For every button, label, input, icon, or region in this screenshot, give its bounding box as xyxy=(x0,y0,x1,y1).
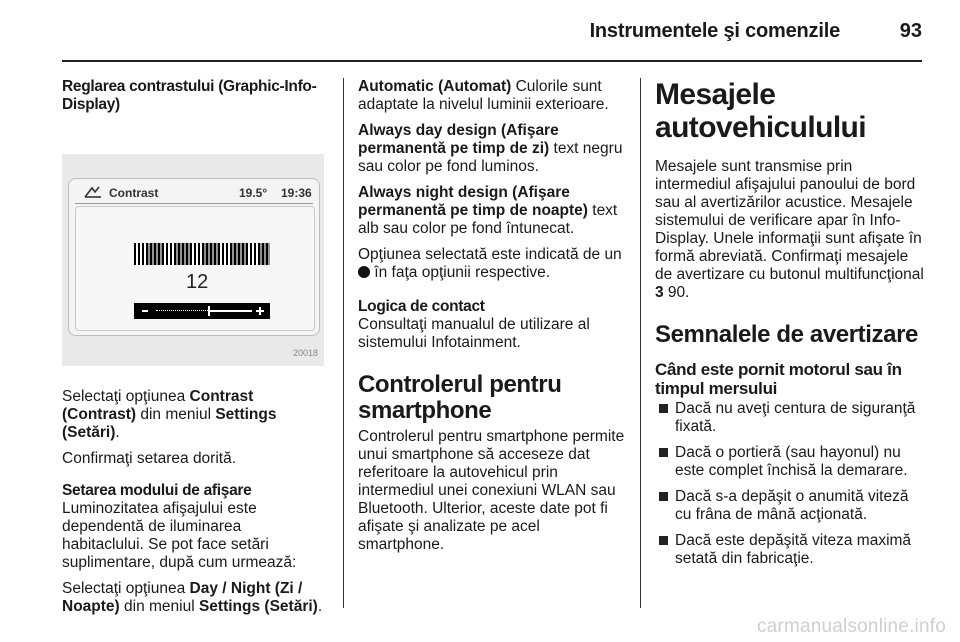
contrast-icon xyxy=(83,185,103,199)
list-item: Dacă nu aveţi centura de siguranţă fixată. xyxy=(655,400,927,436)
list-item: Dacă este depăşită viteza maximă setată din fabricaţie. xyxy=(655,532,927,568)
vehicle-messages-text: Mesajele sunt transmise prin intermediul afişajului panoului de bord sau al avertizărilor acustice. Mesajele sistemului de verificare apar în Info-Display. Unele informaţii sunt afişate în formă abreviată. Confirmaţi mesajele de avertizare cu butonul multifuncţional 3 90. xyxy=(655,158,924,301)
display-screen xyxy=(68,178,320,336)
engine-running-heading: Când este pornit motorul sau în timpul mersului xyxy=(655,360,902,398)
slider-fill xyxy=(210,310,252,312)
day-night-instruction: Selectaţi opţiunea Day / Night (Zi / Noapte) din meniul Settings (Setări). xyxy=(62,580,323,615)
contact-logic-heading: Logica de contact xyxy=(358,298,485,315)
contrast-value: 12 xyxy=(186,271,209,293)
list-item: Dacă o portieră (sau hayonul) nu este complet închisă la demarare. xyxy=(655,444,927,480)
screen-title: Contrast xyxy=(109,186,159,200)
display-mode-heading: Setarea modului de afişare xyxy=(62,482,252,499)
screen-content xyxy=(75,206,315,331)
header-divider xyxy=(62,60,922,62)
option-automatic: Automatic (Automat) Culorile sunt adaptate la nivelul luminii exterioare. xyxy=(358,78,609,113)
column-left xyxy=(62,78,327,624)
bullet-icon xyxy=(659,536,668,545)
screen-temperature: 19.5° xyxy=(239,186,268,200)
column-right xyxy=(655,78,927,576)
contrast-heading: Reglarea contrastului (Graphic-Info-Display) xyxy=(62,78,317,113)
warning-list xyxy=(655,400,927,568)
warning-signals-heading: Semnalele de avertizare xyxy=(655,321,918,348)
confirm-text: Confirmaţi setarea dorită. xyxy=(62,450,237,467)
smartphone-text: Controlerul pentru smartphone permite unui smartphone să acceseze dat referitoare la autovehicul prin intermediul unei conexiuni WLAN sau Bluetooth. Ulterior, aceste date pot fi afişate şi analizate pe acel smartphone. xyxy=(358,428,625,553)
column-middle xyxy=(358,78,626,562)
watermark: carmanualsonline.info xyxy=(756,616,946,637)
contrast-instruction: Selectaţi opţiunea Contrast (Contrast) din meniul Settings (Setări). xyxy=(62,388,277,441)
list-item: Dacă s-a depăşit o anumită viteză cu frâna de mână acţionată. xyxy=(655,488,927,524)
section-title: Instrumentele şi comenzile xyxy=(589,20,840,42)
contact-logic-text: Consultaţi manualul de utilizare al sistemului Infotainment. xyxy=(358,316,590,351)
minus-icon xyxy=(142,310,148,312)
bullet-icon xyxy=(659,492,668,501)
display-mode-text: Luminozitatea afişajului este dependentă de iluminarea habitaclului. Se pot face setări suplimentare, după cum urmează: xyxy=(62,500,297,571)
plus-icon-vertical xyxy=(259,307,261,315)
option-night: Always night design (Afişare permanentă pe timp de noapte) text alb sau color pe fond întunecat. xyxy=(358,184,618,237)
smartphone-heading: Controlerul pentru smartphone xyxy=(358,371,562,424)
contrast-test-pattern-blocks xyxy=(134,243,270,265)
cross-reference-icon: 3 xyxy=(655,284,664,301)
option-day: Always day design (Afişare permanentă pe timp de zi) text negru sau color pe fond luminos. xyxy=(358,122,623,175)
column-divider-2 xyxy=(640,78,641,608)
vehicle-messages-heading: Mesajele autovehiculului xyxy=(655,78,867,144)
display-figure xyxy=(62,154,324,366)
selected-dot-icon xyxy=(358,266,370,278)
selection-indicator-text: Opţiunea selectată este indicată de un în faţa opţiunii respective. xyxy=(358,246,622,281)
page-number: 93 xyxy=(899,20,922,42)
screen-separator xyxy=(75,203,313,204)
slider-track xyxy=(156,310,210,311)
bullet-icon xyxy=(659,404,668,413)
bullet-icon xyxy=(659,448,668,457)
screen-time: 19:36 xyxy=(281,186,312,200)
contrast-slider xyxy=(134,303,270,319)
column-divider-1 xyxy=(343,78,344,608)
figure-id: 20018 xyxy=(292,348,318,358)
